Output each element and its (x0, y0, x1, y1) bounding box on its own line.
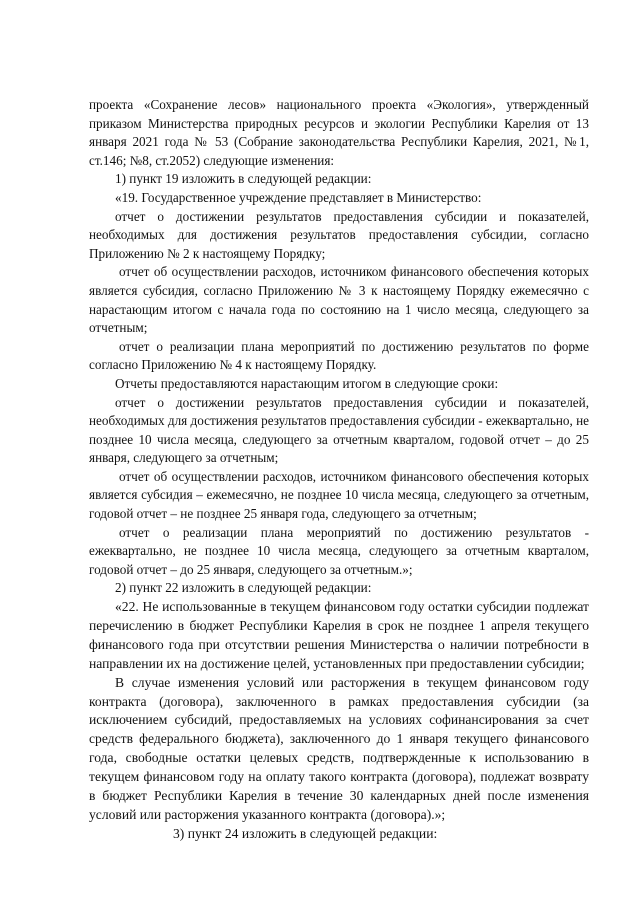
paragraph-contract-change: В случае изменения условий или расторжения в текущем финансовом году контракта (договора), заключенного в рамках предоставления субсидии (за исключением субсидий, предоставляемых на условиях софинансирования за счет средств федерального бюджета), заключенного до 1 января текущего финансового года, свободные остатки целевых средств, подтвержденные к использованию в текущем финансовом году на оплату такого контракта (договора), подлежат возврату в бюджет Республики Карелия в течение 30 календарных дней после изменения условий или расторжения указанного контракта (договора).»; (89, 674, 589, 822)
paragraph-item-3-heading: 3) пункт 24 изложить в следующей редакции: (173, 825, 438, 841)
paragraph-report-results: отчет о достижении результатов предоставления субсидии и показателей, необходимых для достижения результатов предоставления субсидии, согласно Приложению № 2 к настоящему Порядку; (89, 208, 589, 261)
paragraph-report-plan: отчет о реализации плана мероприятий по достижению результатов по форме согласно Приложению № 4 к настоящему Порядку. (89, 338, 589, 373)
paragraph-term-expenses: отчет об осуществлении расходов, источником финансового обеспечения которых является субсидия – ежемесячно, не позднее 10 числа месяца, следующего за отчетным, годовой отчет – не позднее 25 января года, следующего за отчетным; (89, 468, 589, 522)
paragraph-reporting-terms: Отчеты предоставляются нарастающим итогом в следующие сроки: (115, 375, 499, 391)
paragraph-term-plan: отчет о реализации плана мероприятий по достижению результатов - ежеквартально, не позднее 10 числа месяца, следующего за отчетным кварталом, годовой отчет – до 25 января, следующего за отчетным.»; (89, 524, 589, 577)
paragraph-intro: проекта «Сохранение лесов» национального проекта «Экология», утвержденный приказом Министерства природных ресурсов и экологии Республики Карелия от 13 января 2021 года № 53 (Собрание законодательства Республики Карелия, 2021, №1, ст.146; №8, ст.2052) следующие изменения: (89, 97, 589, 168)
paragraph-clause-22: «22. Не использованные в текущем финансовом году остатки субсидии подлежат перечислению в бюджет Республики Карелия в срок не позднее 1 апреля текущего финансового года при отсутствии решения Министерства о наличии потребности в направлении их на достижение целей, установленных при предоставлении субсидии; (89, 599, 589, 671)
document-body (89, 96, 589, 844)
paragraph-item-1-heading: 1) пункт 19 изложить в следующей редакции: (115, 171, 372, 187)
paragraph-clause-19: «19. Государственное учреждение представляет в Министерство: (115, 189, 482, 205)
paragraph-item-2-heading: 2) пункт 22 изложить в следующей редакции: (115, 580, 372, 596)
paragraph-report-expenses: отчет об осуществлении расходов, источником финансового обеспечения которых является субсидия, согласно Приложению № 3 к настоящему Порядку ежемесячно с нарастающим итогом с начала года по состоянию на 1 число месяца, следующего за отчетным; (89, 264, 589, 336)
paragraph-term-results: отчет о достижении результатов предоставления субсидии и показателей, необходимых для достижения результатов предоставления субсидии - ежеквартально, не позднее 10 числа месяца, следующего за отчетным кварталом, годовой отчет – до 25 января, следующего за отчетным; (89, 394, 590, 466)
